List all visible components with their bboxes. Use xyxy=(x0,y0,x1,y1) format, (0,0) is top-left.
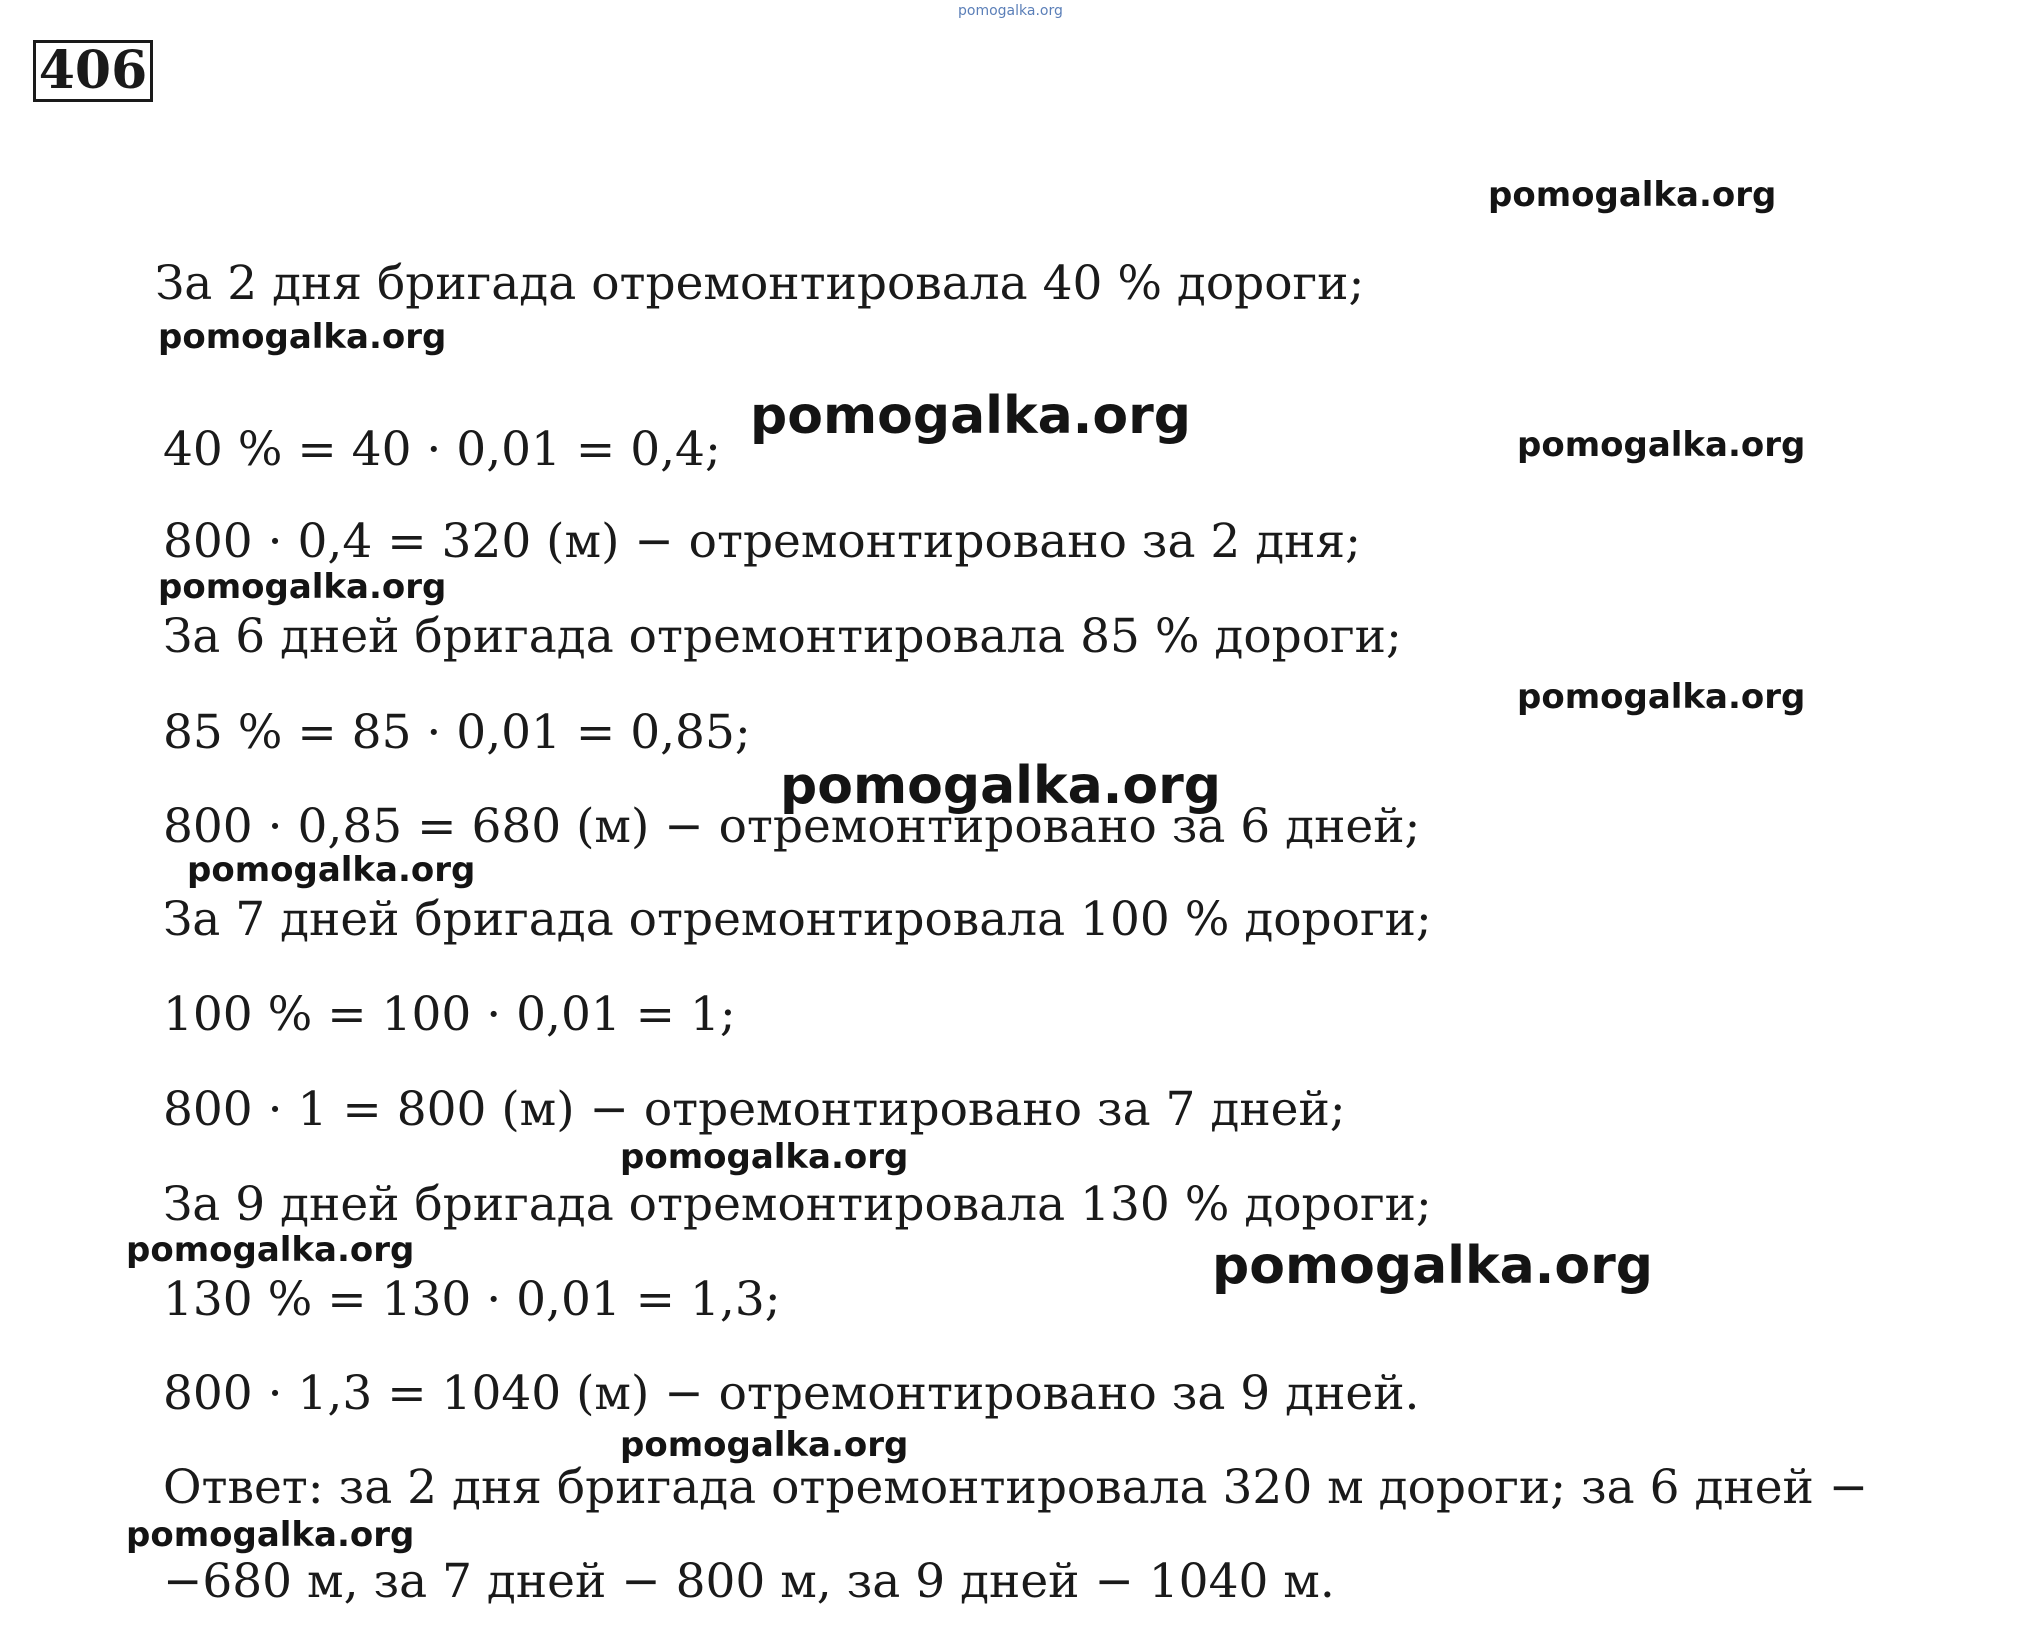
solution-line: 800 · 0,85 = 680 (м) − отремонтировано за 6 дней; xyxy=(163,799,1421,854)
solution-line: 800 · 1,3 = 1040 (м) − отремонтировано за 9 дней. xyxy=(163,1366,1420,1421)
solution-line: За 6 дней бригада отремонтировала 85 % дороги; xyxy=(163,609,1402,664)
solution-line: За 2 дня бригада отремонтировала 40 % дороги; xyxy=(155,256,1365,311)
watermark: pomogalka.org xyxy=(1517,425,1806,465)
watermark: pomogalka.org xyxy=(126,1230,415,1270)
watermark: pomogalka.org xyxy=(187,850,476,890)
watermark: pomogalka.org xyxy=(780,756,1222,816)
solution-line: 130 % = 130 · 0,01 = 1,3; xyxy=(163,1272,781,1327)
watermark: pomogalka.org xyxy=(158,317,447,357)
watermark: pomogalka.org xyxy=(750,386,1192,446)
solution-line: 100 % = 100 · 0,01 = 1; xyxy=(163,987,736,1042)
solution-line: За 9 дней бригада отремонтировала 130 % дороги; xyxy=(163,1177,1432,1232)
watermark: pomogalka.org xyxy=(1488,175,1777,215)
solution-line: 40 % = 40 · 0,01 = 0,4; xyxy=(163,422,721,477)
watermark: pomogalka.org xyxy=(1517,677,1806,717)
solution-line: 800 · 1 = 800 (м) − отремонтировано за 7 дней; xyxy=(163,1082,1346,1137)
answer-line: Ответ: за 2 дня бригада отремонтировала 320 м дороги; за 6 дней − xyxy=(163,1460,1869,1515)
watermark: pomogalka.org xyxy=(126,1515,415,1555)
solution-line: За 7 дней бригада отремонтировала 100 % дороги; xyxy=(163,892,1432,947)
solution-line: 800 · 0,4 = 320 (м) − отремонтировано за 2 дня; xyxy=(163,514,1361,569)
answer-line: −680 м, за 7 дней − 800 м, за 9 дней − 1040 м. xyxy=(163,1554,1335,1609)
watermark: pomogalka.org xyxy=(620,1425,909,1465)
watermark: pomogalka.org xyxy=(158,567,447,607)
solution-line: 85 % = 85 · 0,01 = 0,85; xyxy=(163,705,751,760)
watermark-top: pomogalka.org xyxy=(958,3,1063,19)
watermark: pomogalka.org xyxy=(620,1137,909,1177)
watermark: pomogalka.org xyxy=(1212,1236,1654,1296)
problem-number: 406 xyxy=(33,40,153,102)
